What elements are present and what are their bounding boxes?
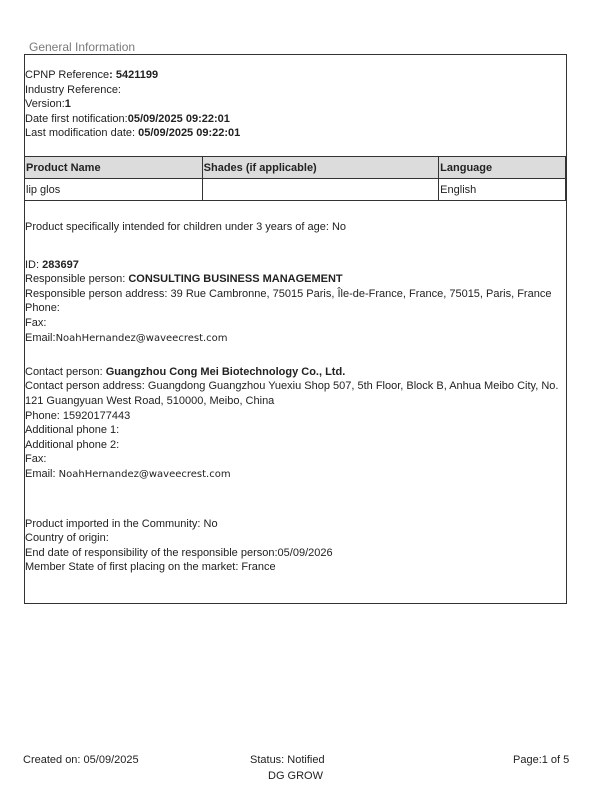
- dg-grow: DG GROW: [268, 770, 323, 782]
- responsible-address: Responsible person address: 39 Rue Cambronne, 75015 Paris, Île-de-France, France, 75015, Paris, France: [25, 288, 552, 300]
- first-notification-value: 05/09/2025 09:22:01: [127, 113, 230, 125]
- table-header-row: [25, 157, 566, 179]
- end-date-responsibility: End date of responsibility of the responsible person:05/09/2026: [25, 547, 333, 559]
- contact-email: [25, 467, 231, 482]
- first-notification-label: Date first notification:: [25, 113, 128, 125]
- cpnp-reference: [25, 68, 158, 82]
- header-language: Language: [439, 157, 566, 179]
- industry-reference: Industry Reference:: [25, 84, 121, 96]
- responsible-id: [25, 258, 79, 272]
- responsible-email: [25, 331, 228, 346]
- cpnp-label: CPNP Reference: [25, 69, 110, 81]
- contact-address-line2: 121 Guangyuan West Road, 510000, Meibo, China: [25, 395, 275, 407]
- divider: [24, 203, 25, 218]
- first-notification: [25, 112, 230, 126]
- contact-person-label: Contact person:: [25, 366, 106, 378]
- children-statement: Product specifically intended for children under 3 years of age: No: [25, 221, 347, 233]
- cell-shades: [202, 179, 439, 201]
- contact-phone: Phone: 15920177443: [25, 410, 131, 422]
- last-modification: [25, 126, 240, 140]
- contact-additional-phone2: Additional phone 2:: [25, 439, 120, 451]
- responsible-email-value: NoahHernandez@waveecrest.com: [55, 333, 228, 344]
- header-product-name: Product Name: [25, 157, 203, 179]
- imported-statement: Product imported in the Community: No: [25, 518, 218, 530]
- responsible-phone: Phone:: [25, 302, 60, 314]
- last-modification-value: 05/09/2025 09:22:01: [138, 127, 241, 139]
- responsible-fax: Fax:: [25, 317, 47, 329]
- contact-person-value: Guangzhou Cong Mei Biotechnology Co., Ltd.: [105, 366, 346, 378]
- version-label: Version:: [25, 98, 65, 110]
- contact-address-line1: Contact person address: Guangdong Guangzhou Yuexiu Shop 507, 5th Floor, Block B, Anhua Meibo City, No.: [25, 380, 559, 392]
- responsible-id-value: 283697: [42, 259, 79, 271]
- divider: [24, 238, 25, 254]
- contact-email-value: NoahHernandez@waveecrest.com: [58, 469, 231, 480]
- responsible-email-label: Email:: [25, 332, 56, 344]
- products-table: [24, 156, 566, 201]
- cell-product-name: lip glos: [25, 179, 203, 201]
- table-row: [25, 179, 566, 201]
- contact-person: [25, 365, 345, 379]
- last-modification-label: Last modification date:: [25, 127, 139, 139]
- page-number: Page:1 of 5: [513, 754, 570, 766]
- responsible-id-label: ID:: [25, 259, 43, 271]
- section-title: General Information: [29, 40, 136, 54]
- version: [25, 97, 71, 111]
- responsible-person: [25, 272, 343, 286]
- contact-fax: Fax:: [25, 453, 47, 465]
- cell-language: English: [439, 179, 566, 201]
- cpnp-value: : 5421199: [109, 69, 159, 81]
- contact-additional-phone1: Additional phone 1:: [25, 424, 120, 436]
- created-on: Created on: 05/09/2025: [23, 754, 139, 766]
- responsible-person-value: CONSULTING BUSINESS MANAGEMENT: [128, 273, 343, 285]
- header-shades: Shades (if applicable): [202, 157, 439, 179]
- version-value: 1: [64, 98, 71, 110]
- status: Status: Notified: [250, 754, 325, 766]
- responsible-person-label: Responsible person:: [25, 273, 129, 285]
- member-state: Member State of first placing on the market: France: [25, 561, 276, 573]
- contact-email-label: Email:: [25, 468, 59, 480]
- country-of-origin: Country of origin:: [25, 532, 109, 544]
